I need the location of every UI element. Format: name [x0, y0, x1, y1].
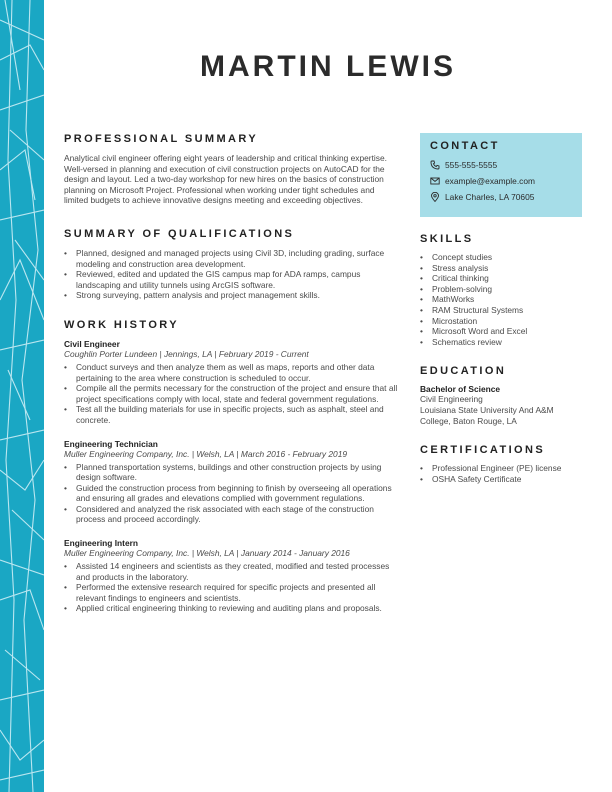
job-details: Muller Engineering Company, Inc. | Welsh, LA | March 2016 - February 2019 [64, 448, 348, 459]
job-bullets [64, 561, 399, 614]
list-item: • Critical thinking [420, 273, 582, 284]
list-item: • Schematics review [420, 337, 582, 348]
list-item: • Stress analysis [420, 263, 582, 274]
certifications-list [420, 463, 582, 484]
list-item: • Conduct surveys and then analyze them as well as maps, reports and other data pertaining to the area where construction is scheduled to occur. [64, 362, 399, 383]
main-column [64, 133, 399, 627]
job-title: Engineering Intern [64, 538, 138, 549]
job-bullets [64, 362, 399, 426]
contact-phone [430, 160, 572, 170]
list-item: • Performed the extensive research required for specific projects and presented all relevant findings to engineers and scientists. [64, 582, 399, 603]
education-section [420, 365, 582, 426]
contact-email [430, 176, 572, 186]
education-field: Civil Engineering [420, 394, 483, 405]
phone-text: 555-555-5555 [445, 160, 498, 170]
job-entry [64, 538, 399, 614]
job-details: Muller Engineering Company, Inc. | Welsh, LA | January 2014 - January 2016 [64, 548, 350, 559]
qualifications-section [64, 228, 399, 301]
phone-icon [430, 160, 440, 170]
list-item: • Assisted 14 engineers and scientists as they created, modified and tested processes and products in the laboratory. [64, 561, 399, 582]
certifications-heading: CERTIFICATIONS [420, 444, 546, 457]
job-bullets [64, 462, 399, 526]
candidate-name: MARTIN LEWIS [200, 50, 456, 83]
job-title: Civil Engineer [64, 338, 120, 349]
list-item: • Strong surveying, pattern analysis and project management skills. [64, 290, 399, 301]
list-item: • Applied critical engineering thinking to reviewing and auditing plans and proposals. [64, 603, 399, 614]
professional-summary-section [64, 133, 399, 206]
location-text: Lake Charles, LA 70605 [445, 192, 535, 202]
job-entry [64, 439, 399, 526]
certifications-section [420, 444, 582, 484]
list-item: • RAM Structural Systems [420, 305, 582, 316]
envelope-icon [430, 176, 440, 186]
professional-summary-text: Analytical civil engineer offering eight years of leadership and critical thinking expertise. Well-versed in planning and execution of civil construction projects on AutoCAD for the design and layout. Led a two-day workshop for new hires on the basics of construction planning on Microsoft Project. Professional when working under tight schedules and limited budgets to achieve innovative designs meeting and exceeding objectives. [64, 153, 387, 206]
contact-location [430, 192, 572, 202]
contact-box [420, 133, 582, 217]
list-item: • Microstation [420, 316, 582, 327]
work-history-heading: WORK HISTORY [64, 318, 179, 331]
list-item: • Problem-solving [420, 284, 582, 295]
job-details: Coughlin Porter Lundeen | Jennings, LA | February 2019 - Current [64, 348, 309, 359]
list-item: • Compile all the permits necessary for the construction of the project and ensure that all project specifications comply with local, state and federal government regulations. [64, 383, 399, 404]
education-degree: Bachelor of Science [420, 384, 501, 395]
list-item: • OSHA Safety Certificate [420, 474, 582, 485]
education-heading: EDUCATION [420, 365, 507, 378]
list-item: • Test all the building materials for use in specific projects, such as asphalt, steel and concrete. [64, 404, 399, 425]
list-item: • Planned, designed and managed projects using Civil 3D, including grading, surface modeling and construction area development. [64, 248, 399, 269]
list-item: • Professional Engineer (PE) license [420, 463, 582, 474]
skills-section [420, 233, 582, 347]
list-item: • Reviewed, edited and updated the GIS campus map for ADA ramps, campus landscaping and utility tunnels using ArcGIS software. [64, 269, 399, 290]
list-item: • Considered and analyzed the risk associated with each stage of the construction process and proceed accordingly. [64, 504, 399, 525]
job-title: Engineering Technician [64, 438, 158, 449]
list-item: • Microsoft Word and Excel [420, 326, 582, 337]
list-item: • MathWorks [420, 294, 582, 305]
skills-heading: SKILLS [420, 233, 474, 245]
professional-summary-heading: PROFESSIONAL SUMMARY [64, 133, 259, 145]
list-item: • Planned transportation systems, buildings and other construction projects by using design software. [64, 462, 399, 483]
work-history-section [64, 319, 399, 614]
contact-heading: CONTACT [430, 140, 500, 152]
qualifications-list [64, 248, 399, 301]
qualifications-heading: SUMMARY OF QUALIFICATIONS [64, 227, 295, 240]
decorative-map-band [0, 0, 44, 792]
list-item: • Concept studies [420, 252, 582, 263]
side-column [420, 133, 582, 498]
list-item: • Guided the construction process from beginning to finish by overseeing all operations and ensuring all grades and elevations complied with government regulations. [64, 483, 399, 504]
job-entry [64, 339, 399, 426]
map-pattern-graphic [0, 0, 44, 792]
map-pin-icon [430, 192, 440, 202]
education-school: Louisiana State University And A&M College, Baton Rouge, LA [420, 404, 554, 426]
email-text: example@example.com [445, 176, 535, 186]
skills-list [420, 252, 582, 347]
